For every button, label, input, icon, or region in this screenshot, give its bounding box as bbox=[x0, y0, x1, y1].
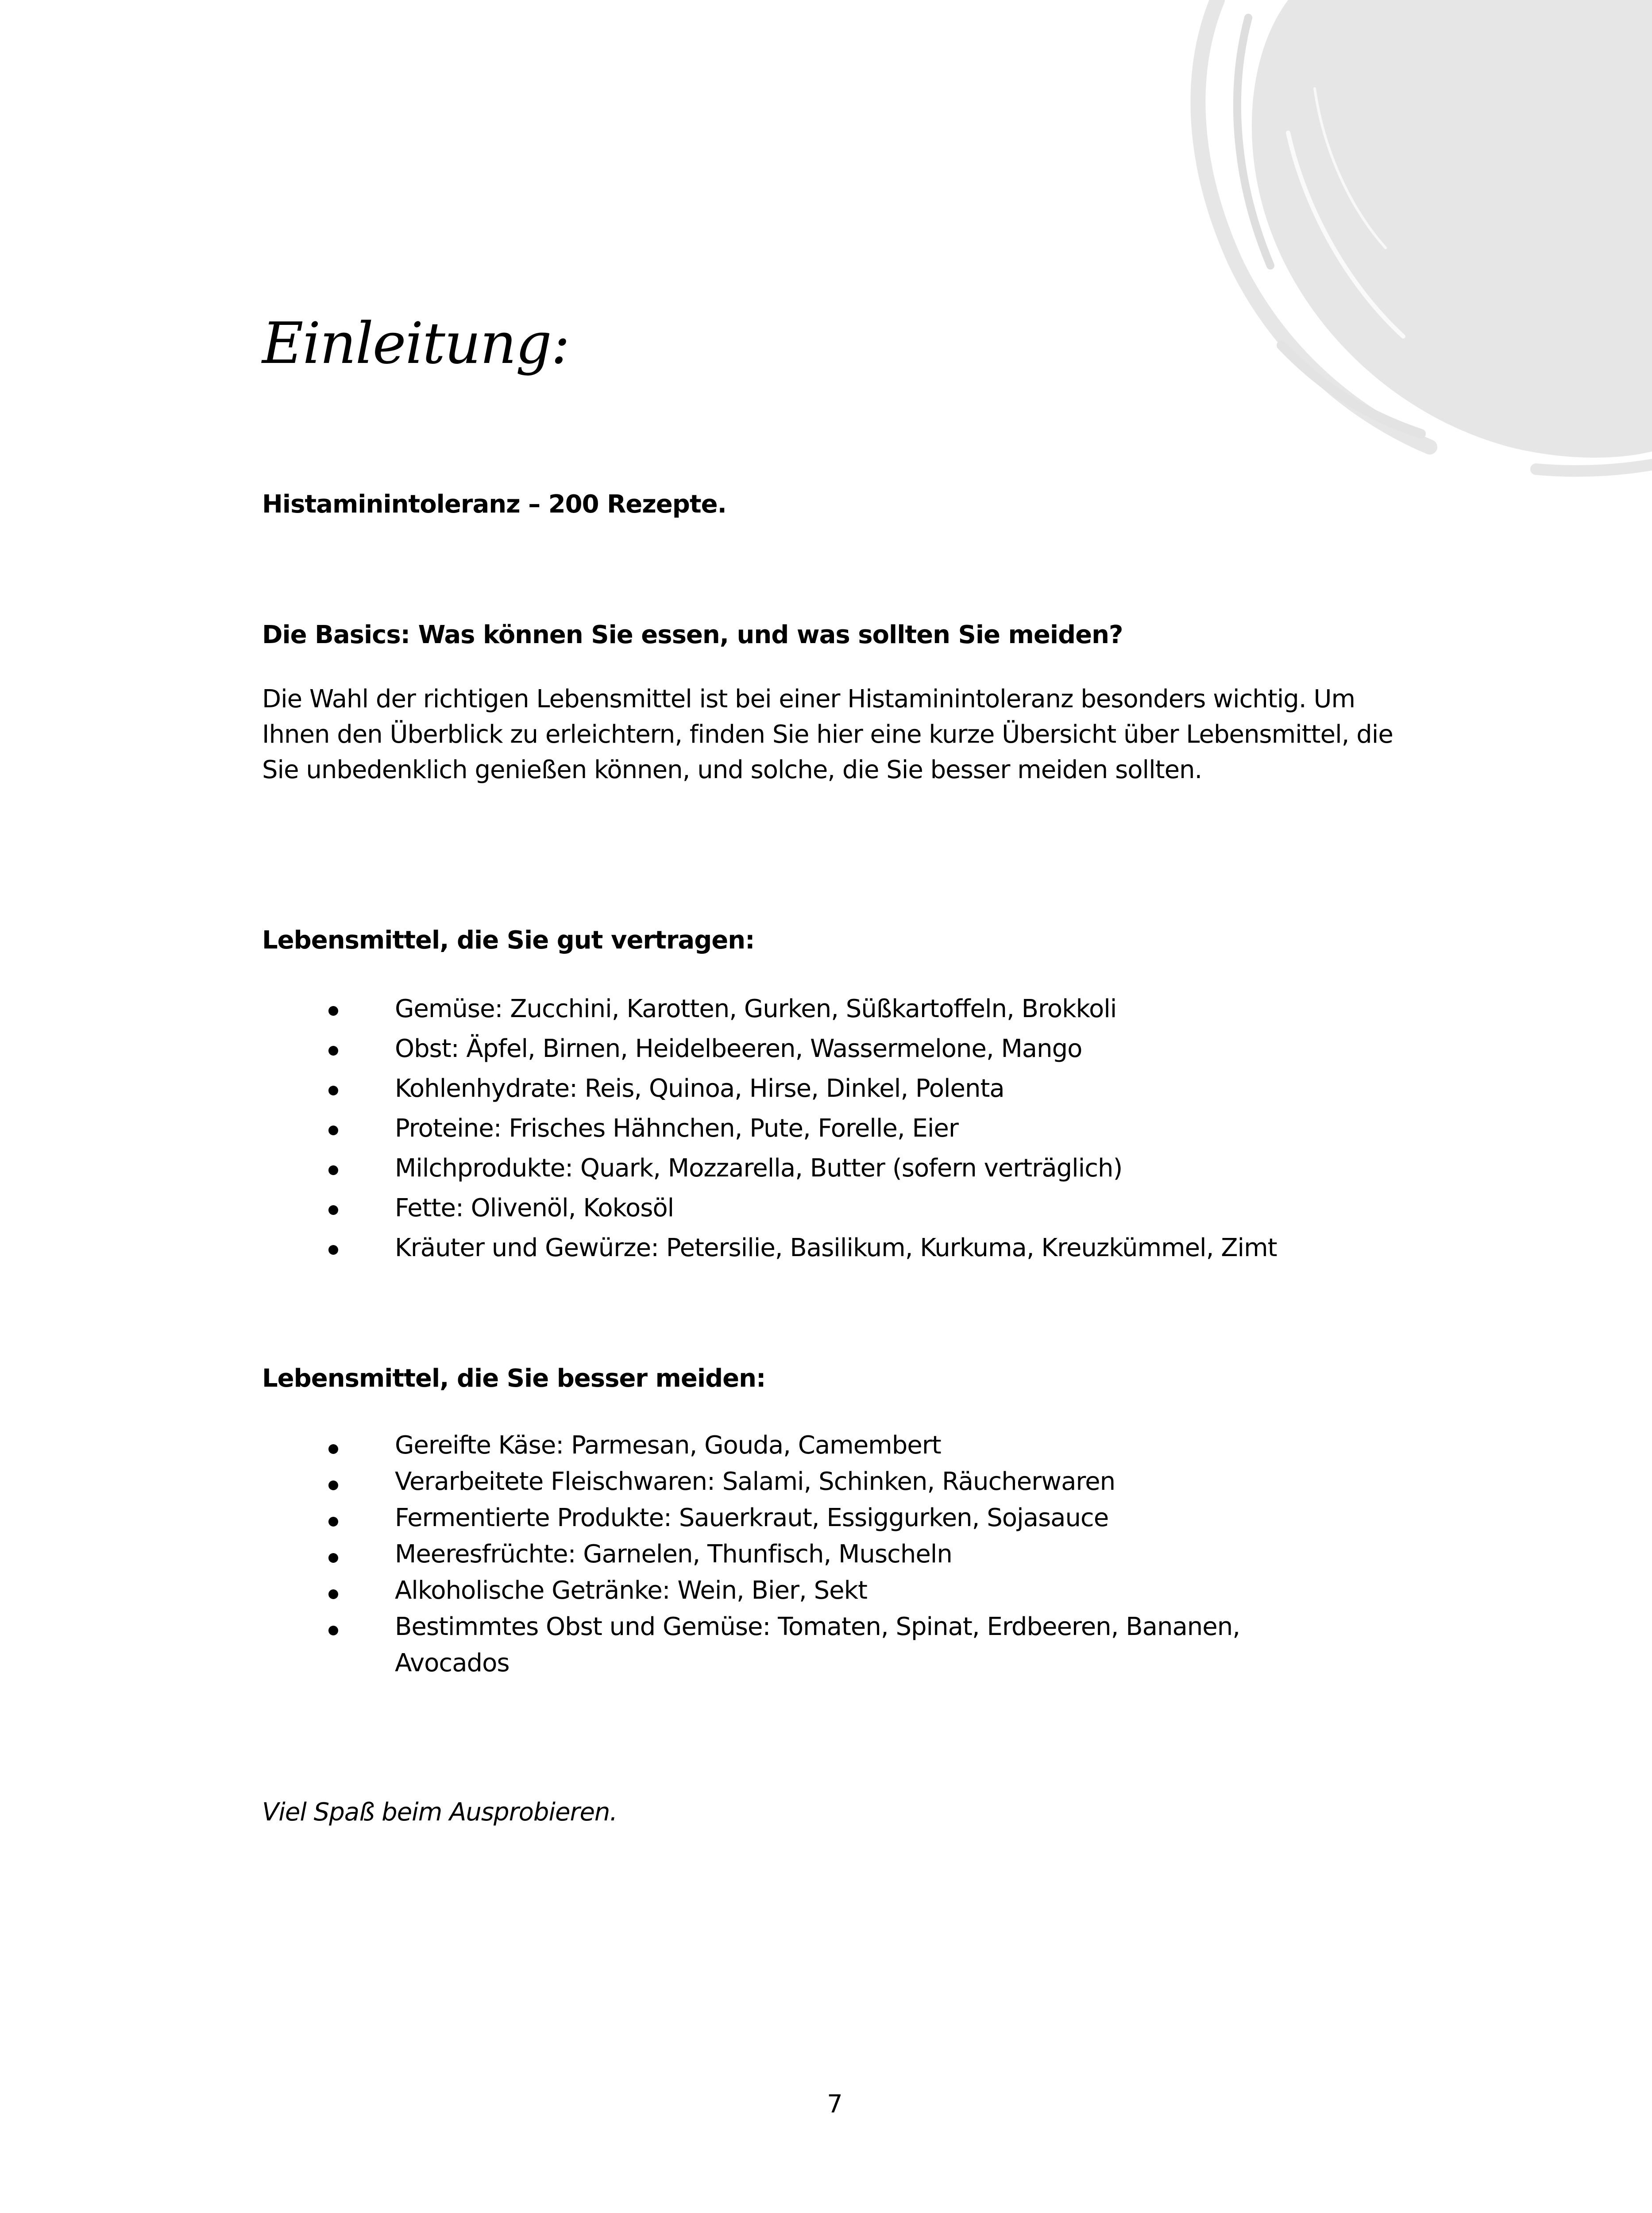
brush-circle-decoration bbox=[1040, 0, 1652, 496]
bullet-icon bbox=[328, 1245, 338, 1255]
list-item: Proteine: Frisches Hähnchen, Pute, Forelle, Eier bbox=[262, 1109, 1395, 1149]
list-item: Meeresfrüchte: Garnelen, Thunfisch, Muscheln bbox=[262, 1536, 1395, 1573]
list-item: Alkoholische Getränke: Wein, Bier, Sekt bbox=[262, 1573, 1395, 1609]
bullet-icon bbox=[328, 1553, 338, 1563]
bullet-icon bbox=[328, 1589, 338, 1599]
closing-line: Viel Spaß beim Ausprobieren. bbox=[262, 1798, 618, 1827]
good-foods-list bbox=[262, 989, 1395, 1268]
bullet-icon bbox=[328, 1046, 338, 1056]
list-item: Kräuter und Gewürze: Petersilie, Basilikum, Kurkuma, Kreuzkümmel, Zimt bbox=[262, 1228, 1395, 1268]
list-item: Kohlenhydrate: Reis, Quinoa, Hirse, Dinkel, Polenta bbox=[262, 1069, 1395, 1109]
bullet-icon bbox=[328, 1205, 338, 1215]
bullet-icon bbox=[328, 1086, 338, 1095]
intro-paragraph: Die Wahl der richtigen Lebensmittel ist bei einer Histaminintoleranz besonders wichtig. Um Ihnen den Überblick zu erleichtern, finden Sie hier eine kurze Übersicht über Lebensmittel, die Sie unbedenklich genießen können, und solche, die Sie besser meiden sollten. bbox=[262, 685, 1393, 784]
bullet-icon bbox=[328, 1626, 338, 1635]
bullet-icon bbox=[328, 1444, 338, 1454]
bullet-icon bbox=[328, 1006, 338, 1016]
page-number: 7 bbox=[827, 2090, 843, 2119]
bullet-icon bbox=[328, 1165, 338, 1175]
book-subtitle: Histaminintoleranz – 200 Rezepte. bbox=[262, 490, 726, 519]
bullet-icon bbox=[328, 1517, 338, 1527]
list-item: Verarbeitete Fleischwaren: Salami, Schinken, Räucherwaren bbox=[262, 1464, 1395, 1500]
list-item: Bestimmtes Obst und Gemüse: Tomaten, Spinat, Erdbeeren, Bananen, Avocados bbox=[262, 1609, 1395, 1681]
avoid-foods-heading: Lebensmittel, die Sie besser meiden: bbox=[262, 1364, 766, 1393]
good-foods-heading: Lebensmittel, die Sie gut vertragen: bbox=[262, 926, 755, 955]
list-item: Milchprodukte: Quark, Mozzarella, Butter (sofern verträglich) bbox=[262, 1149, 1395, 1188]
bullet-icon bbox=[328, 1480, 338, 1490]
list-item: Gemüse: Zucchini, Karotten, Gurken, Süßkartoffeln, Brokkoli bbox=[262, 989, 1395, 1029]
list-item: Gereifte Käse: Parmesan, Gouda, Camembert bbox=[262, 1427, 1395, 1464]
list-item: Obst: Äpfel, Birnen, Heidelbeeren, Wassermelone, Mango bbox=[262, 1029, 1395, 1069]
bullet-icon bbox=[328, 1126, 338, 1135]
page-heading: Einleitung: bbox=[262, 311, 569, 377]
avoid-foods-list bbox=[262, 1427, 1395, 1681]
list-item: Fette: Olivenöl, Kokosöl bbox=[262, 1188, 1395, 1228]
intro-question: Die Basics: Was können Sie essen, und was sollten Sie meiden? bbox=[262, 621, 1123, 649]
list-item: Fermentierte Produkte: Sauerkraut, Essiggurken, Sojasauce bbox=[262, 1500, 1395, 1536]
